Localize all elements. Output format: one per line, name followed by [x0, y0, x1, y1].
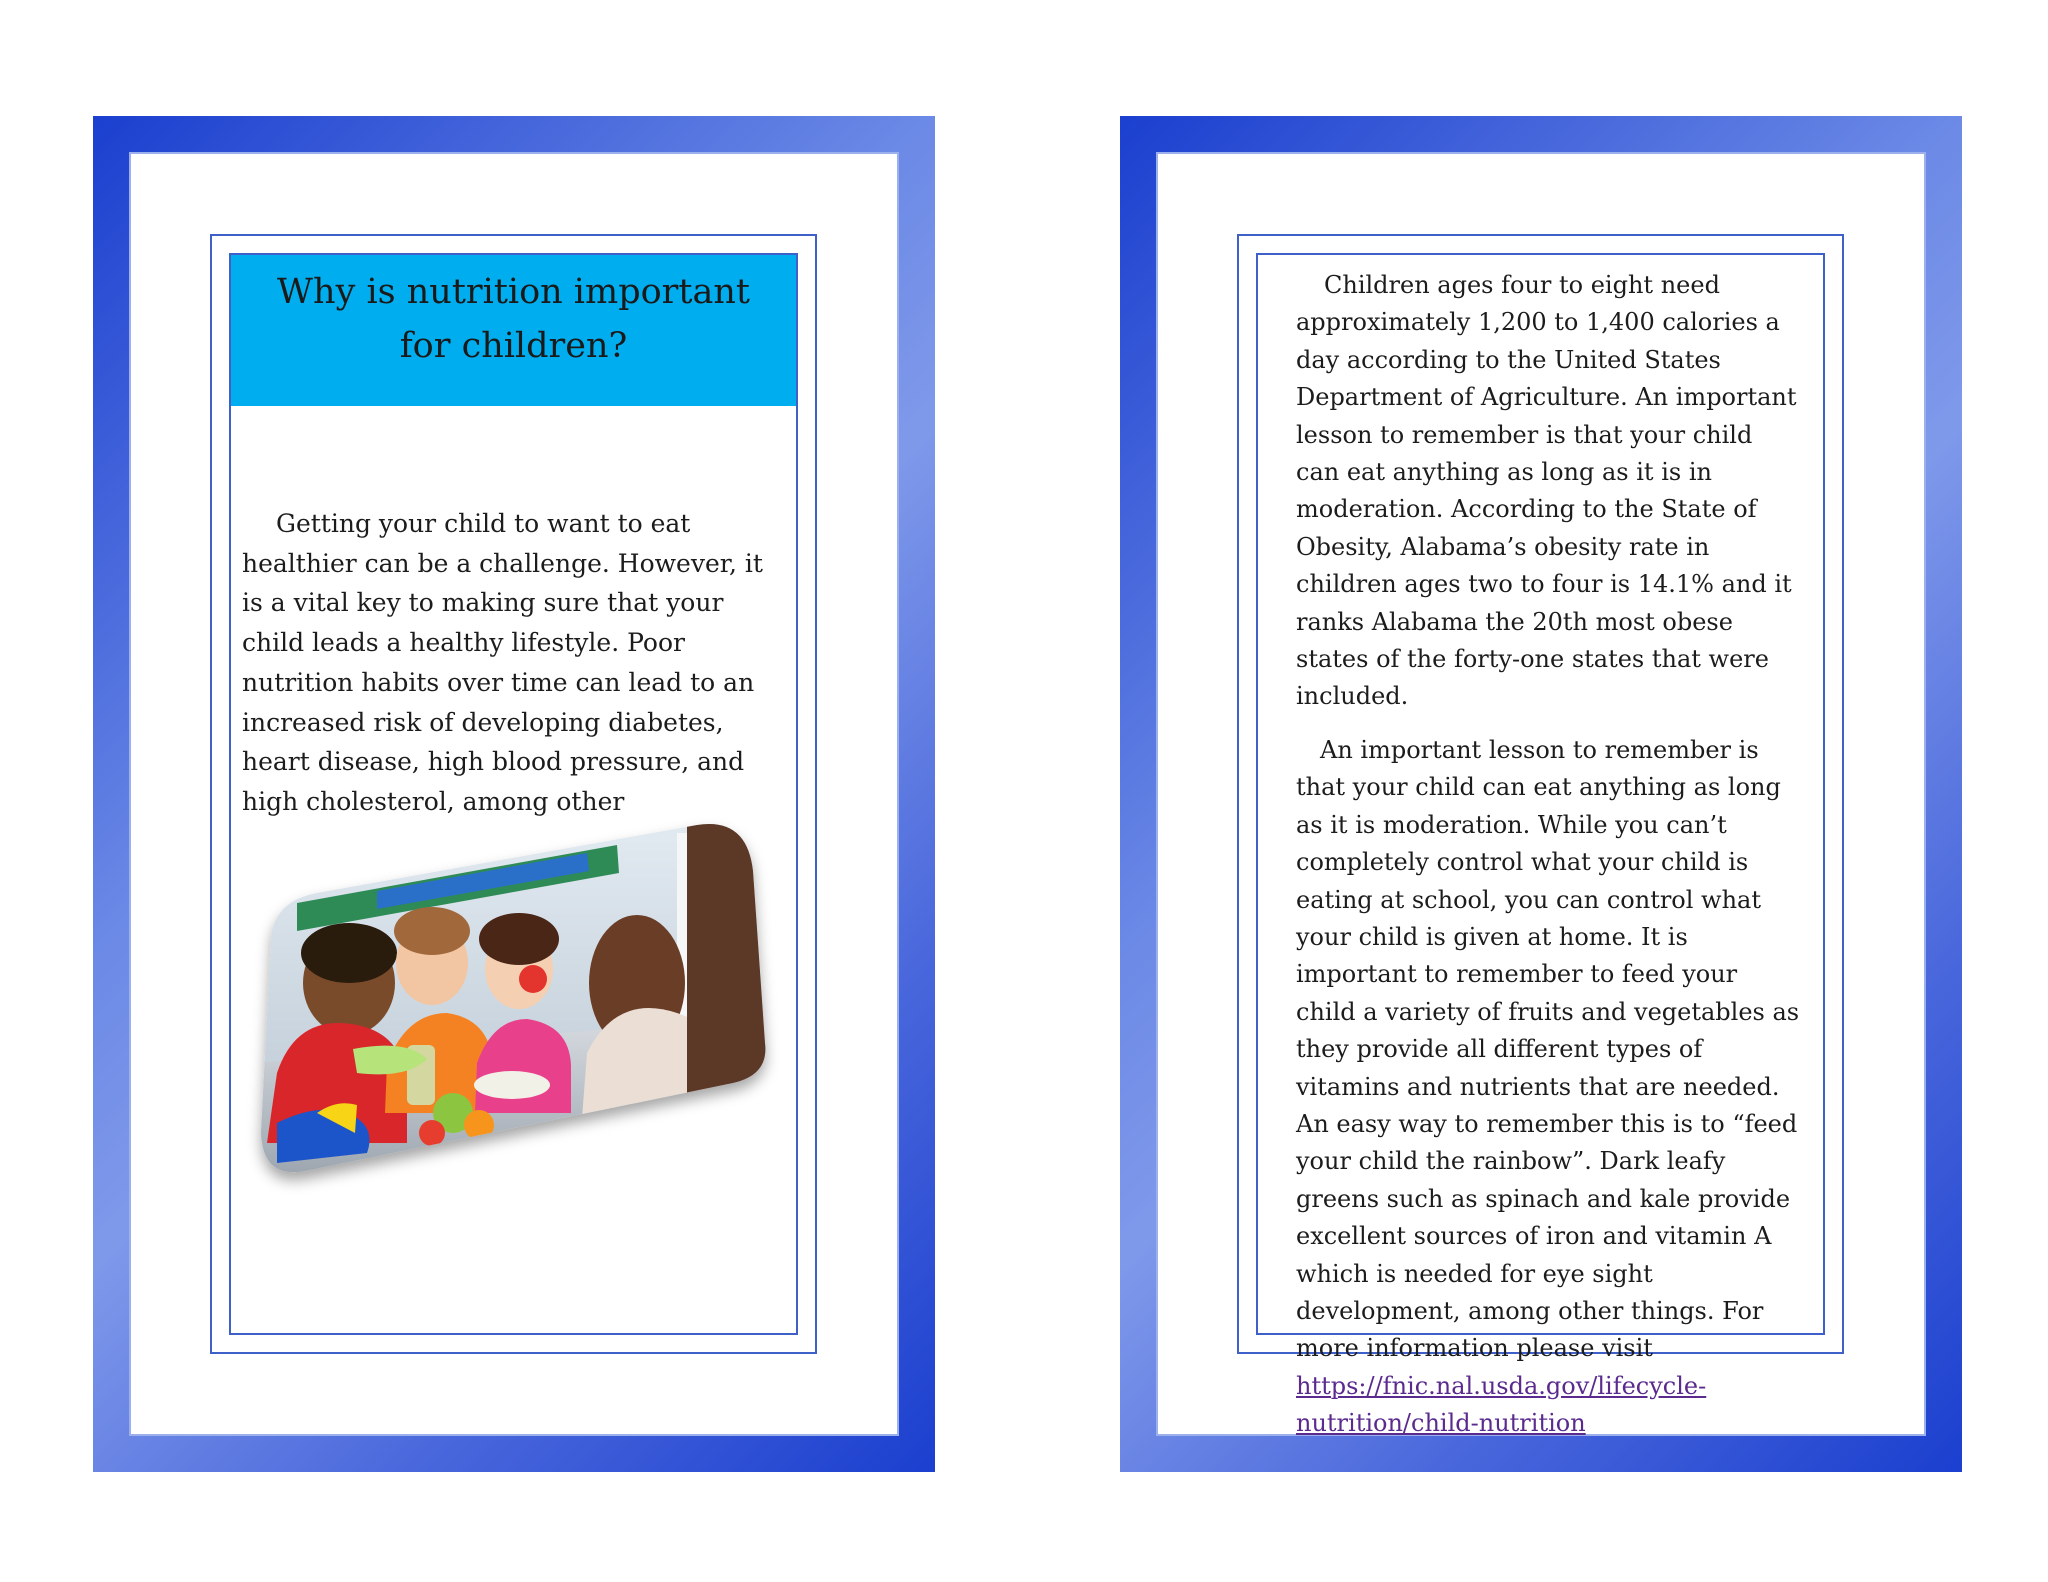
photo-scene [257, 813, 777, 1183]
left-panel-inner [129, 152, 899, 1436]
right-brochure-panel [1120, 116, 1962, 1472]
children-eating-lunch-photo [257, 855, 769, 1175]
right-panel-inner [1156, 152, 1926, 1436]
left-outer-frame [210, 234, 817, 1354]
page-title: Why is nutrition important for children? [277, 272, 750, 366]
left-inner-frame [229, 253, 798, 1335]
right-inner-frame [1256, 253, 1825, 1438]
right-outer-frame [1237, 234, 1844, 1438]
left-brochure-panel [93, 116, 935, 1472]
photo-illustration [257, 855, 769, 1175]
calories-paragraph: Children ages four to eight need approximately 1,200 to 1,400 calories a day according to the United States Department of Agriculture. An important lesson to remember is that your child can eat anything as long as it is in moderation. According to the State of Obesity, Alabama’s obesity rate in children ages two to four is 14.1% and it ranks Alabama the 20th most obese states of the forty-one states that were included. [1296, 271, 1797, 711]
moderation-paragraph [1296, 732, 1803, 1443]
intro-paragraph: Getting your child to want to eat healthier can be a challenge. However, it is a vital key to making sure that your child leads a healthy lifestyle. Poor nutrition habits over time can lead to an increased risk of developing diabetes, heart disease, high blood pressure, and high cholesterol, among other [242, 509, 763, 816]
right-text-column [1258, 255, 1823, 1443]
usda-nutrition-link[interactable]: https://fnic.nal.usda.gov/lifecycle-nutrition/child-nutrition [1296, 1371, 1707, 1438]
title-banner [231, 255, 796, 406]
moderation-paragraph-text: An important lesson to remember is that your child can eat anything as long as it is moderation. While you can’t completely control what your child is eating at school, you can control what your child is given at home. It is important to remember to feed your child a variety of fruits and vegetables as they provide all different types of vitamins and nutrients that are needed. An easy way to remember this is to “feed your child the rainbow”. Dark leafy greens such as spinach and kale provide excellent sources of iron and vitamin A which is needed for eye sight development, among other things. For more information please visit [1296, 735, 1800, 1363]
